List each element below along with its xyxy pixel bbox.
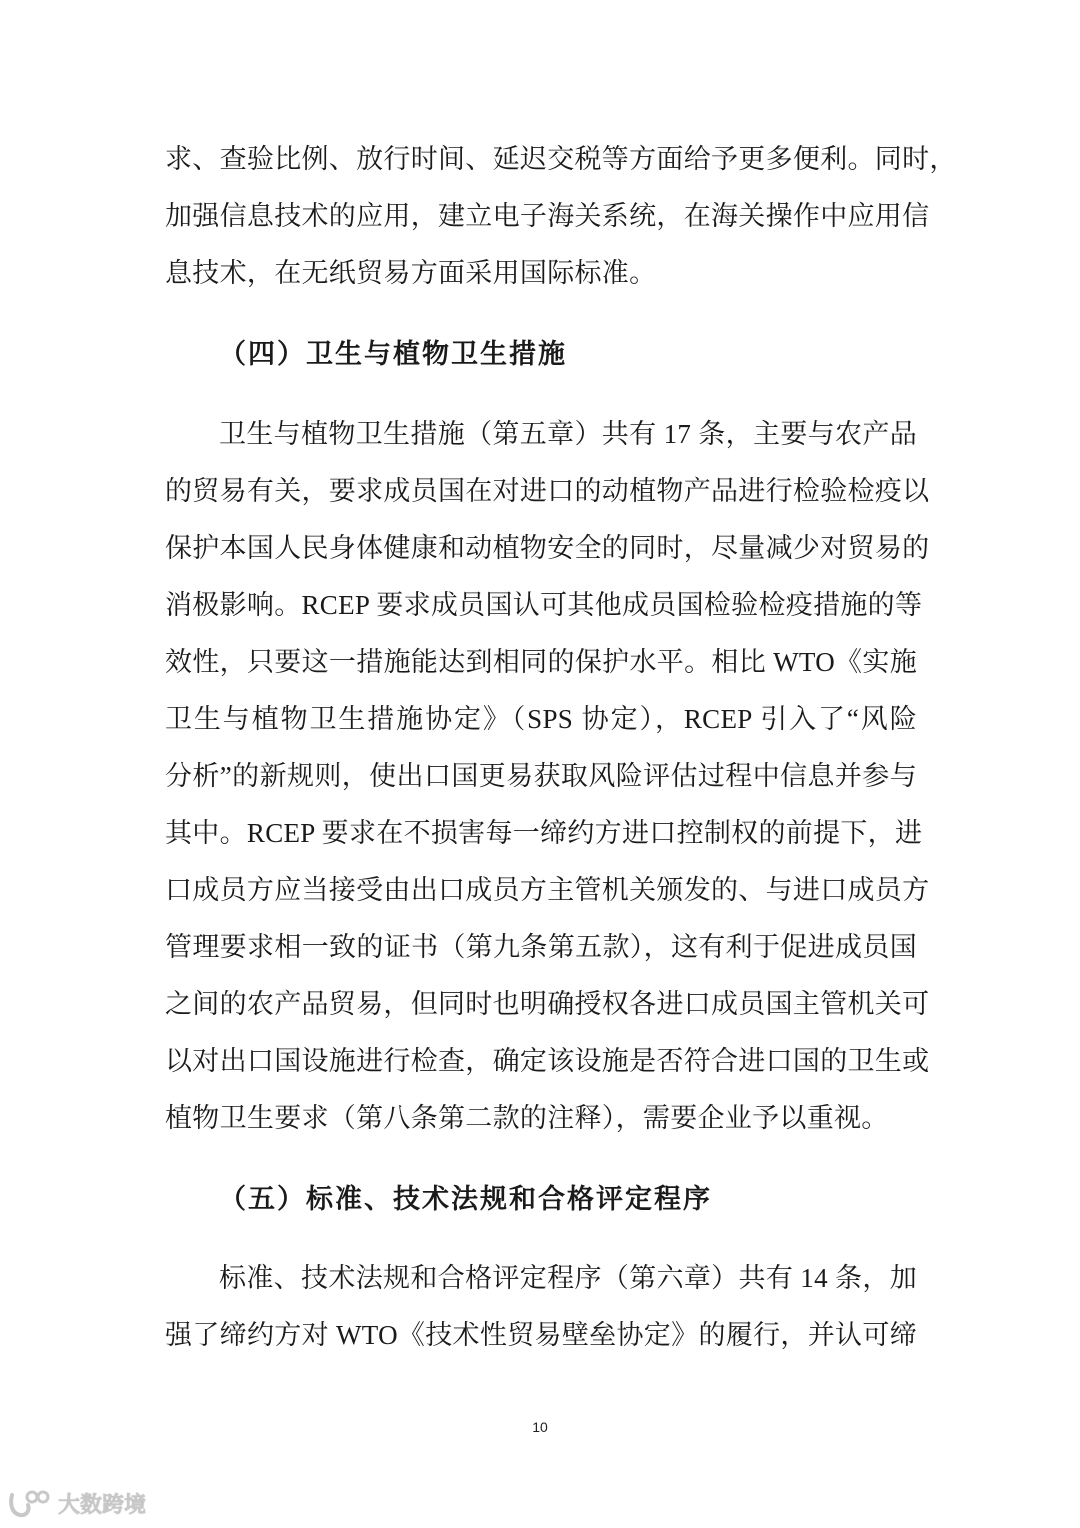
watermark-text: 大数跨境 bbox=[58, 1493, 147, 1518]
section-heading-sps: （四）卫生与植物卫生措施 bbox=[219, 339, 567, 369]
brand-logo-icon bbox=[8, 1489, 52, 1519]
body-line: 其中。RCEP 要求在不损害每一缔约方进口控制权的前提下，进 bbox=[165, 818, 923, 848]
body-line: 标准、技术法规和合格评定程序（第六章）共有 14 条，加 bbox=[219, 1263, 917, 1293]
body-line: 效性，只要这一措施能达到相同的保护水平。相比 WTO《实施 bbox=[165, 647, 917, 677]
watermark bbox=[8, 1488, 146, 1519]
body-line: 管理要求相一致的证书（第九条第五款），这有利于促进成员国 bbox=[165, 932, 917, 962]
body-line: 卫生与植物卫生措施协定》（SPS 协定），RCEP 引入了“风险 bbox=[165, 704, 917, 734]
body-line: 植物卫生要求（第八条第二款的注释），需要企业予以重视。 bbox=[165, 1103, 889, 1133]
body-line: 的贸易有关，要求成员国在对进口的动植物产品进行检验检疫以 bbox=[165, 476, 930, 506]
section-heading-tbt: （五）标准、技术法规和合格评定程序 bbox=[219, 1184, 712, 1214]
body-line: 消极影响。RCEP 要求成员国认可其他成员国检验检疫措施的等 bbox=[165, 590, 923, 620]
body-line: 强了缔约方对 WTO《技术性贸易壁垒协定》的履行，并认可缔 bbox=[165, 1320, 917, 1350]
page-number: 10 bbox=[532, 1419, 548, 1435]
body-line: 息技术，在无纸贸易方面采用国际标准。 bbox=[165, 258, 657, 288]
body-line: 加强信息技术的应用，建立电子海关系统，在海关操作中应用信 bbox=[165, 201, 930, 231]
body-line: 卫生与植物卫生措施（第五章）共有 17 条，主要与农产品 bbox=[219, 419, 917, 449]
body-line: 之间的农产品贸易，但同时也明确授权各进口成员国主管机关可 bbox=[165, 989, 930, 1019]
body-line: 分析”的新规则，使出口国更易获取风险评估过程中信息并参与 bbox=[165, 761, 917, 791]
body-line: 以对出口国设施进行检查，确定该设施是否符合进口国的卫生或 bbox=[165, 1046, 930, 1076]
body-line: 求、查验比例、放行时间、延迟交税等方面给予更多便利。同时， bbox=[165, 144, 957, 174]
body-line: 口成员方应当接受由出口成员方主管机关颁发的、与进口成员方 bbox=[165, 875, 930, 905]
body-line: 保护本国人民身体健康和动植物安全的同时，尽量减少对贸易的 bbox=[165, 533, 930, 563]
